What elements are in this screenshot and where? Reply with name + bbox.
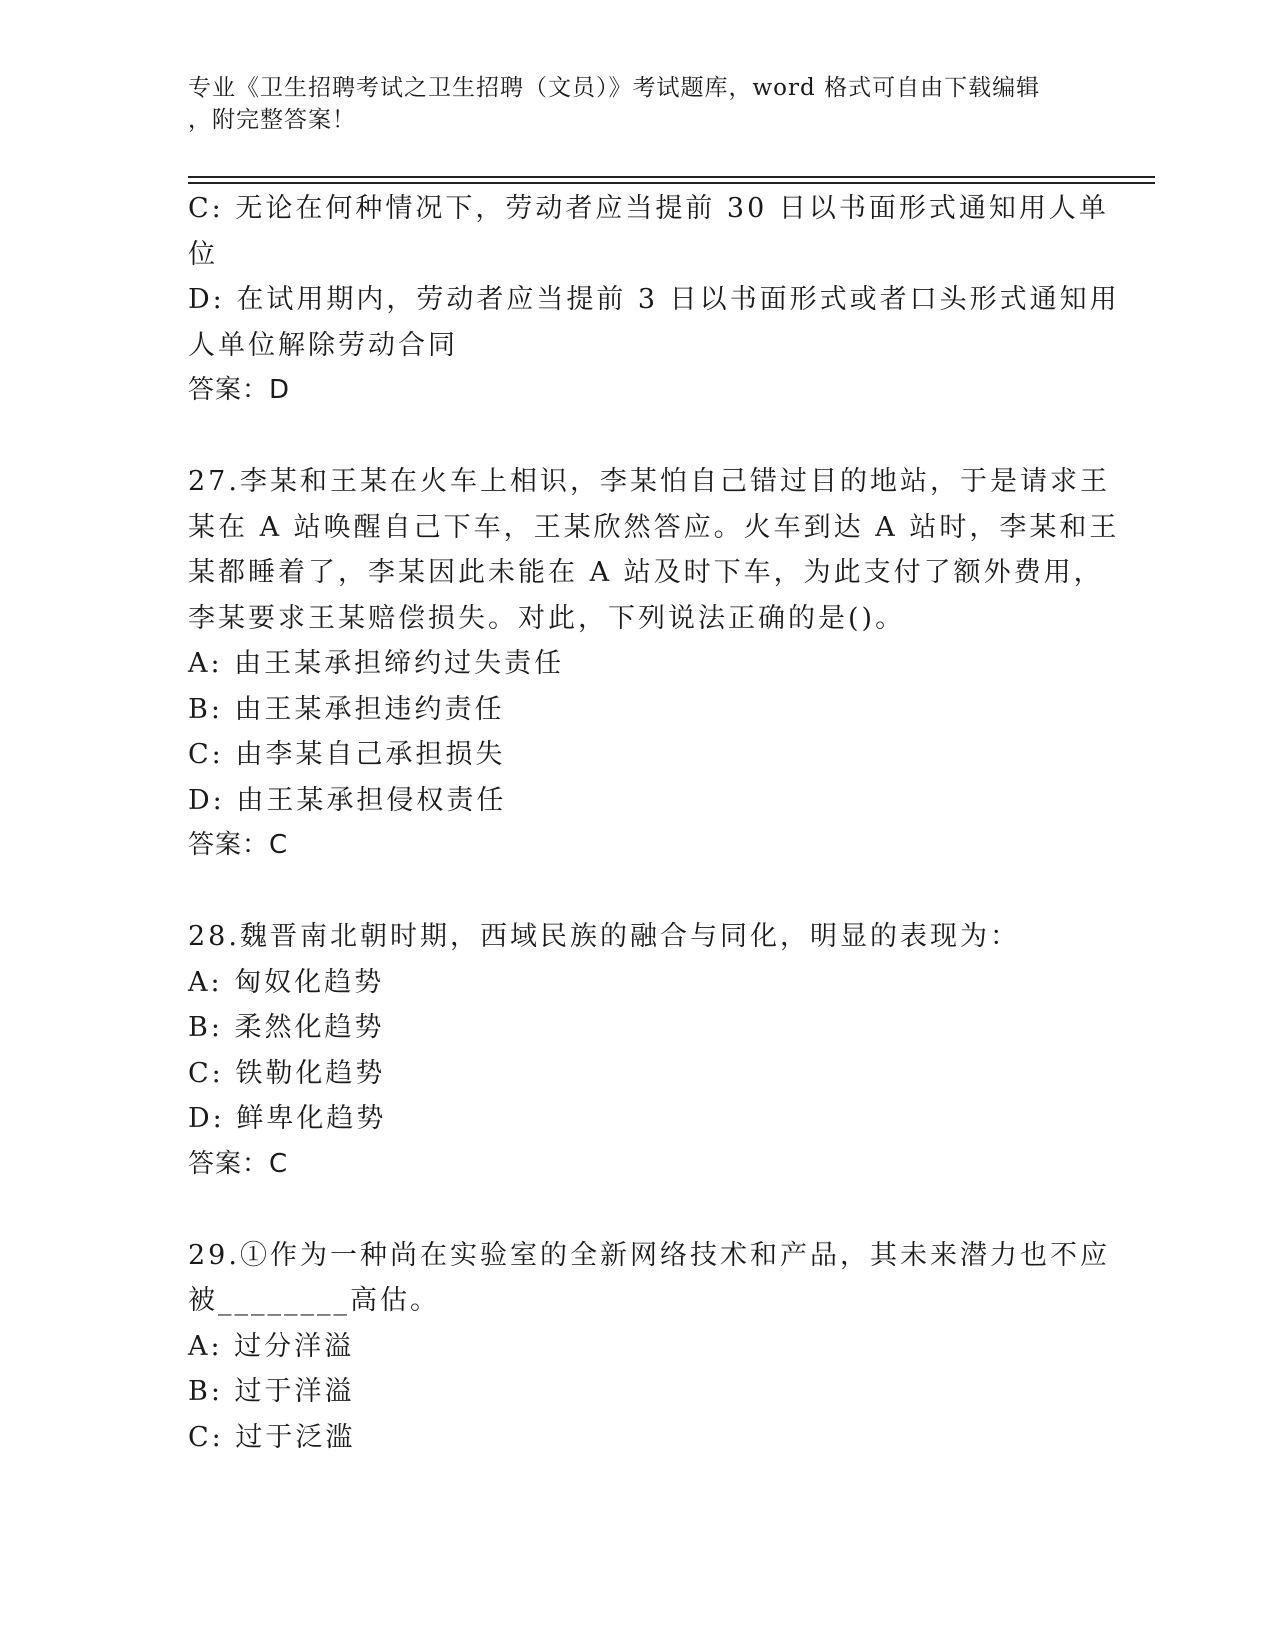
option-a: A: 匈奴化趋势 xyxy=(188,966,385,998)
option-c: C: 过于泛滥 xyxy=(188,1421,356,1453)
option-c: C: 铁勒化趋势 xyxy=(188,1057,386,1089)
answer: 答案：D xyxy=(188,375,291,405)
option-c-line-1: C: 无论在何种情况下，劳动者应当提前 30 日以书面形式通知用人单 xyxy=(188,193,1109,224)
spacer xyxy=(188,869,1088,915)
question-28 xyxy=(188,914,1088,1187)
option-a: A: 由王某承担缔约过失责任 xyxy=(188,648,565,679)
option-b: B: 过于洋溢 xyxy=(188,1376,355,1407)
option-d: D: 鲜卑化趋势 xyxy=(188,1103,387,1134)
question-stem-line-1: 29.①作为一种尚在实验室的全新网络技术和产品，其未来潜力也不应 xyxy=(188,1239,1110,1271)
document-header xyxy=(188,72,1068,136)
option-b: B: 柔然化趋势 xyxy=(188,1012,385,1043)
question-29 xyxy=(188,1233,1110,1461)
spacer xyxy=(188,414,1088,460)
spacer xyxy=(188,1187,1088,1233)
question-stem: 28.魏晋南北朝时期，西域民族的融合与同化，明显的表现为： xyxy=(188,921,1020,952)
option-b: B: 由王某承担违约责任 xyxy=(188,693,505,725)
option-d: D: 由王某承担侵权责任 xyxy=(188,784,507,816)
question-list xyxy=(188,186,1120,1460)
header-divider-top xyxy=(188,176,1155,178)
option-c: C: 由李某自己承担损失 xyxy=(188,739,506,770)
question-stem-line-1: 27.李某和王某在火车上相识，李某怕自己错过目的地站，于是请求王 xyxy=(188,466,1110,497)
option-c-line-2: 位 xyxy=(188,238,218,270)
option-a: A: 过分洋溢 xyxy=(188,1330,355,1362)
question-26-continued xyxy=(188,186,1120,414)
option-d-line-2: 人单位解除劳动合同 xyxy=(188,329,458,361)
question-stem-line-2: 某在 A 站唤醒自己下车，王某欣然答应。火车到达 A 站时，李某和王 xyxy=(188,511,1120,543)
question-stem-line-2: 被________高估。 xyxy=(188,1285,440,1316)
answer: 答案：C xyxy=(188,830,289,860)
answer: 答案：C xyxy=(188,1148,289,1179)
question-stem-line-3: 某都睡着了，李某因此未能在 A 站及时下车，为此支付了额外费用， xyxy=(188,557,1104,588)
header-line-2: ，附完整答案！ xyxy=(188,107,356,133)
header-line-1: 专业《卫生招聘考试之卫生招聘（文员）》考试题库，word 格式可自由下载编辑 xyxy=(188,75,1041,101)
question-27 xyxy=(188,459,1120,869)
option-d-line-1: D: 在试用期内，劳动者应当提前 3 日以书面形式或者口头形式通知用 xyxy=(188,284,1120,315)
header-divider-bottom xyxy=(188,182,1155,184)
question-stem-line-4: 李某要求王某赔偿损失。对此，下列说法正确的是()。 xyxy=(188,602,906,634)
